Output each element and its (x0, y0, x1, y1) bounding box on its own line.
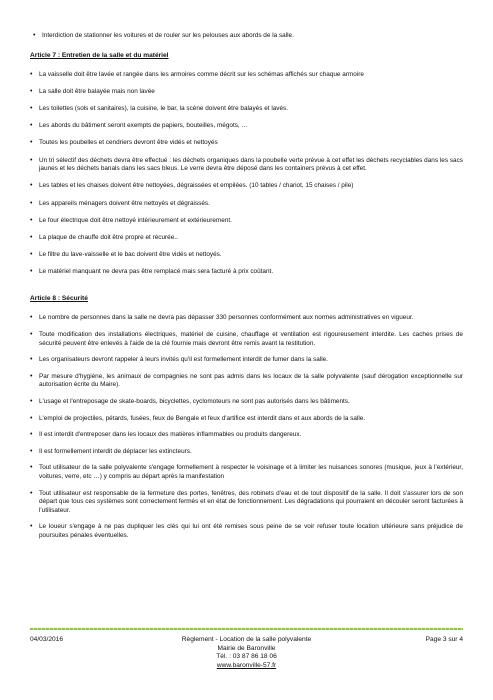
list-item: • La salle doit être balayée mais non lavée (30, 88, 463, 97)
footer-url-link[interactable]: www.baronville-57.fr (216, 661, 277, 669)
list-item: • Le loueur s'engage à ne pas dupliquer les clés qui lui ont été remises sous peine de se voir refuser toute location ultérieure sans préjudice de poursuites pénales éventuelles. (30, 523, 463, 540)
list-item: • Toutes les poubelles et cendriers devront être vidés et nettoyés (30, 139, 463, 148)
footer-mairie: Mairie de Baronville (217, 644, 276, 652)
footer-phone: Tél. : 03 87 86 18 06 (216, 653, 277, 661)
list-item: • Le matériel manquant ne devra pas être remplacé mais sera facturé à prix coûtant. (30, 268, 463, 277)
article-8-heading: Article 8 : Sécurité (30, 295, 88, 303)
article-7-heading: Article 7 : Entretien de la salle et du matériel (30, 51, 169, 59)
footer-center (180, 636, 313, 670)
list-item: • Il est formellement interdit de déplacer les extincteurs. (30, 448, 463, 457)
list-item: • Les toilettes (sols et sanitaires), la cuisine, le bar, la scène doivent être balayés et lavés. (30, 105, 463, 114)
list-item: • Tout utilisateur est responsable de la fermeture des portes, fenêtres, des robinets d'eau et de tout dispositif de la salle. Il doit s'assurer lors de son départ que tous ces systèmes sont correctement fermés et en état de fonctionnement. Les dégradations qui pourraient en découler seront facturées à l'utilisateur. (30, 490, 463, 516)
list-item: • La plaque de chauffe doit être propre et récurée.. (30, 234, 463, 243)
footer-page-number: Page 3 sur 4 (425, 636, 463, 643)
list-item: • Le four électrique doit être nettoyé intérieurement et extérieurement. (30, 217, 463, 226)
list-item: • Le nombre de personnes dans la salle ne devra pas dépasser 330 personnes conformément aux normes administratives en vigueur. (30, 314, 463, 323)
footer-title: Règlement - Location de la salle polyvalente (181, 636, 312, 643)
list-item: • Les organisateurs devront rappeler à leurs invités qu'il est formellement interdit de fumer dans la salle. (30, 356, 463, 365)
list-item: • Il est interdit d'entreposer dans les locaux des matières inflammables ou produits dangereux. (30, 431, 463, 440)
list-item: • L'usage et l'entreposage de skate-boards, bicyclettes, cyclomoteurs ne sont pas autorisés dans les bâtiments. (30, 398, 463, 407)
list-item: • Le filtre du lave-vaisselle et le bac doivent être vidés et nettoyés. (30, 251, 463, 260)
list-item: • Toute modification des installations électriques, matériel de cuisine, chauffage et ventilation est rigoureusement interdite. Les caches prises de sécurité peuvent être enlevés à l'aide de la clé fournie mais devront être remis avant la restitution. (30, 331, 463, 348)
list-item: • Les abords du bâtiment seront exempts de papiers, bouteilles, mégots, … (30, 122, 463, 131)
footer-date: 04/03/2016 (30, 636, 64, 643)
list-item: • Un tri sélectif des déchets devra être effectué : les déchets organiques dans la poubelle verte prévue à cet effet les déchets recyclables dans les sacs jaunes et les déchets banals dans les sacs bleus. Le verre devra être déposé dans les containers prévus à cet effet. (30, 157, 463, 174)
list-item: • L'emploi de projectiles, pétards, fusées, feux de Bengale et feux d'artifice est interdit dans et aux abords de la salle. (30, 415, 463, 424)
list-item: • Par mesure d'hygiène, les animaux de compagnies ne sont pas admis dans les locaux de la salle polyvalente (sauf dérogation exceptionnelle sur autorisation écrite du Maire). (30, 373, 463, 390)
intro-bullet: • Interdiction de stationner les voitures et de rouler sur les pelouses aux abords de la salle. (30, 32, 463, 41)
article-7-list (30, 71, 463, 286)
list-item: • La vaisselle doit être lavée et rangée dans les armoires comme décrit sur les schémas affichés sur chaque armoire (30, 71, 463, 80)
list-item: • Les tables et les chaises doivent être nettoyées, dégraissées et empilées. (10 tables / chariot, 15 chaises / pile) (30, 182, 463, 191)
list-item: • Les appareils ménagers doivent être nettoyés et dégraissés. (30, 200, 463, 209)
article-8-list (30, 314, 463, 548)
list-item: • Tout utilisateur de la salle polyvalente s'engage formellement à respecter le voisinage et à limiter les nuisances sonores (musique, jeux à l'extérieur, voitures, verre, etc …) y compris au départ après la manifestation (30, 464, 463, 481)
footer-rule (30, 628, 463, 630)
